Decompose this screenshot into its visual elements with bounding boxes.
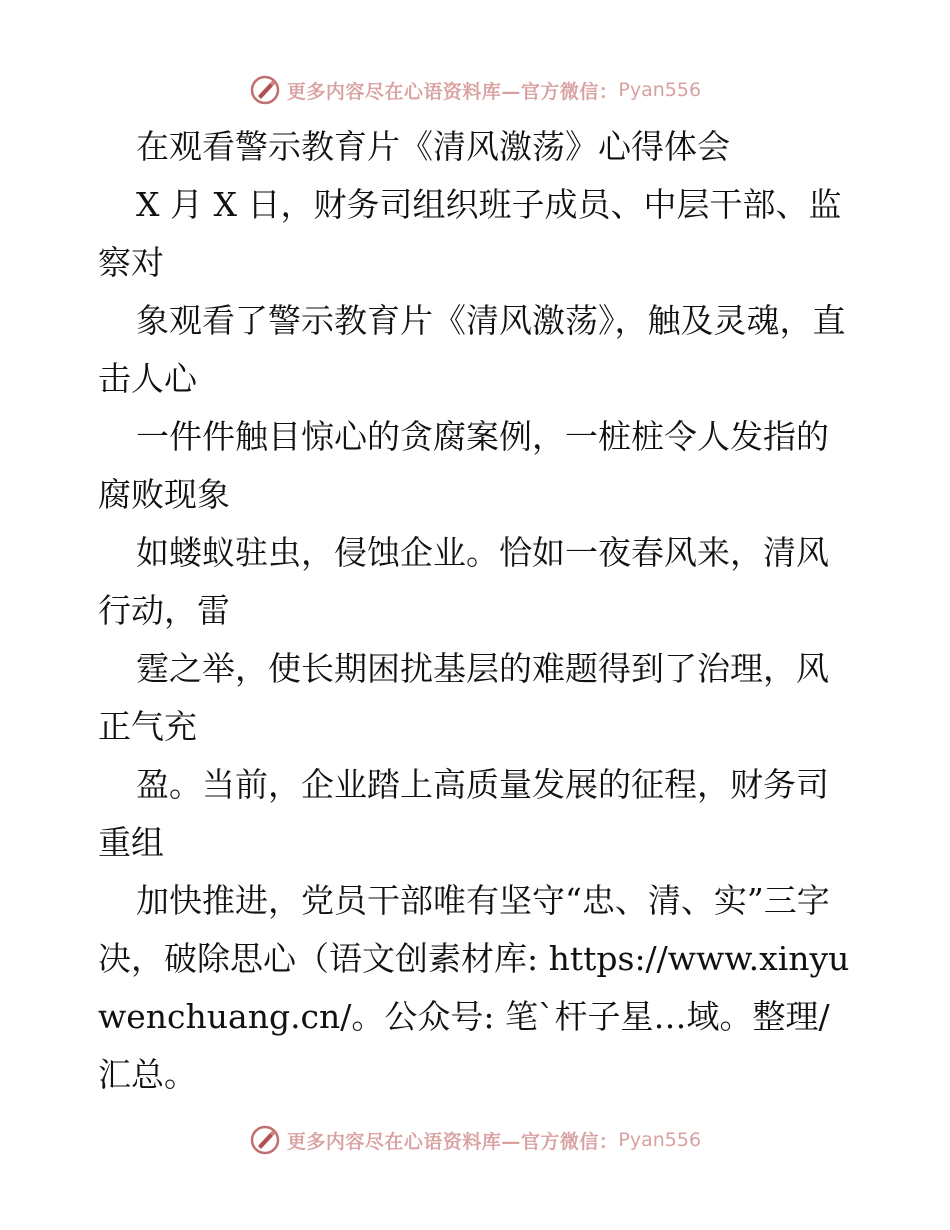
pen-circle-logo-icon bbox=[249, 74, 281, 106]
paragraph: 如蝼蚁驻虫，侵蚀企业。恰如一夜春风来，清风行动，雷 bbox=[98, 533, 829, 630]
footer-banner bbox=[0, 1120, 950, 1160]
pen-circle-logo-icon bbox=[249, 1124, 281, 1156]
document-title: 在观看警示教育片《清风激荡》心得体会 bbox=[136, 127, 730, 166]
banner-wechat-id: Pyan556 bbox=[618, 1129, 702, 1151]
paragraph: X 月 X 日，财务司组织班子成员、中层干部、监察对 bbox=[98, 185, 842, 282]
paragraph: 一件件触目惊心的贪腐案例，一桩桩令人发指的腐败现象 bbox=[98, 417, 829, 514]
paragraph: 加快推进，党员干部唯有坚守“忠、清、实”三字决，破除思心（语文创素材库: https://www.xinyuwenchuang.cn/。公众号: 笔`杆子星…域。整理/汇总。 bbox=[98, 881, 850, 1094]
header-banner bbox=[0, 70, 950, 110]
document-body bbox=[98, 118, 858, 1104]
banner-text: 更多内容尽在心语资料库—官方微信： bbox=[286, 80, 619, 103]
banner-wechat-id: Pyan556 bbox=[618, 79, 702, 101]
paragraph: 霆之举，使长期困扰基层的难题得到了治理，风正气充 bbox=[98, 649, 829, 746]
paragraph: 象观看了警示教育片《清风激荡》，触及灵魂，直击人心 bbox=[98, 301, 846, 398]
banner-text: 更多内容尽在心语资料库—官方微信： bbox=[286, 1130, 619, 1153]
paragraph: 盈。当前，企业踏上高质量发展的征程，财务司重组 bbox=[98, 765, 829, 862]
